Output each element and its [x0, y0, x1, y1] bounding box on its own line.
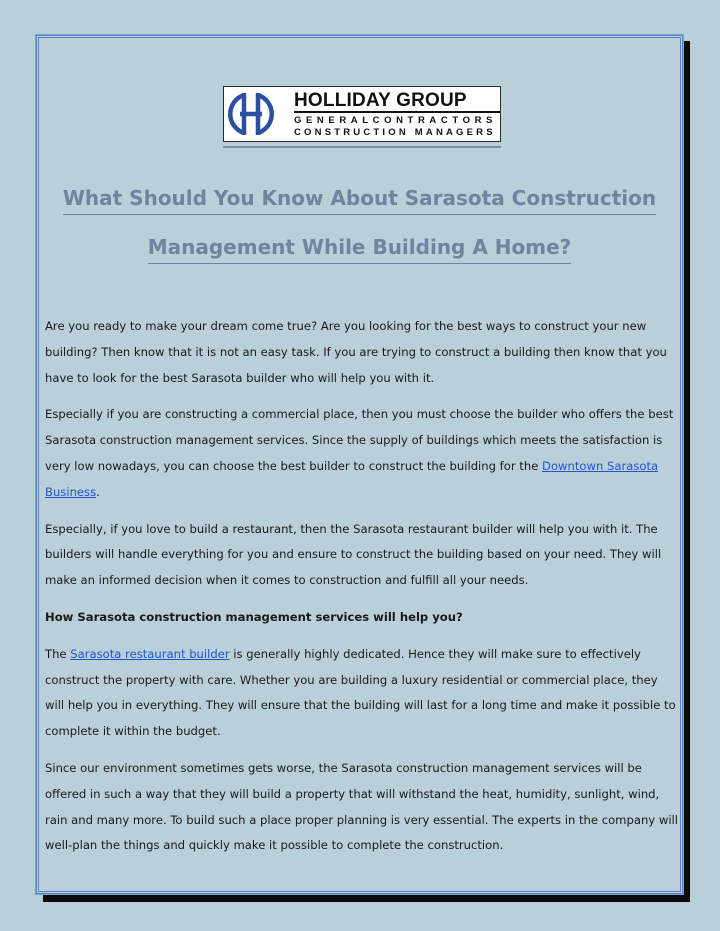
logo-rule — [294, 111, 500, 113]
hg-monogram-icon — [226, 89, 276, 139]
logo-tagline-contractors: GENERALCONTRACTORS — [294, 115, 497, 126]
downtown-sarasota-business-link[interactable]: Downtown Sarasota Business — [45, 458, 659, 499]
section-heading: How Sarasota construction management services will help you? — [45, 609, 463, 624]
title-line-1: What Should You Know About Sarasota Construction — [63, 186, 656, 215]
article-body — [45, 314, 679, 870]
paragraph-4 — [45, 642, 679, 745]
paragraph-4-text: is generally highly dedicated. Hence they will make sure to effectively construct the property with care. Whether you are building a luxury residential or commercial place, they will help you in everything. They will ensure that the building will last for a long time and make it possible to complete it within the budget. — [45, 646, 676, 739]
paragraph-2-text: Especially if you are constructing a commercial place, then you must choose the builder who offers the best Sarasota construction management services. Since the supply of buildings which meets the satisfaction is very low nowadays, you can choose the best builder to construct the building for the — [45, 407, 674, 473]
title-line-2: Management While Building A Home? — [148, 235, 572, 264]
paragraph-4-start: The — [45, 646, 71, 661]
sarasota-restaurant-builder-link[interactable]: Sarasota restaurant builder — [70, 646, 230, 661]
page-title — [39, 174, 680, 272]
logo-underline — [223, 146, 501, 148]
paragraph-2 — [45, 402, 679, 505]
document-page — [36, 35, 683, 894]
logo-tagline-managers: CONSTRUCTION MANAGERS — [294, 127, 496, 138]
paragraph-2-end: . — [96, 484, 100, 499]
paragraph-1: Are you ready to make your dream come true? Are you looking for the best ways to construct your new building? Then know that it is not an easy task. If you are trying to construct a building then know that you have to look for the best Sarasota builder who will help you with it. — [45, 319, 667, 385]
paragraph-3: Especially, if you love to build a restaurant, then the Sarasota restaurant builder will help you with it. The builders will handle everything for you and ensure to construct the building based on your need. They will make an informed decision when it comes to construction and fulfill all your needs. — [45, 521, 662, 588]
holliday-group-logo — [223, 86, 501, 142]
paragraph-5: Since our environment sometimes gets worse, the Sarasota construction management services will be offered in such a way that they will build a property that will withstand the heat, humidity, sunlight, wind, rain and many more. To build such a place proper planning is very essential. The experts in the company will well-plan the things and quickly make it possible to complete the construction. — [45, 760, 678, 853]
logo-company-name: HOLLIDAY GROUP — [294, 90, 467, 111]
